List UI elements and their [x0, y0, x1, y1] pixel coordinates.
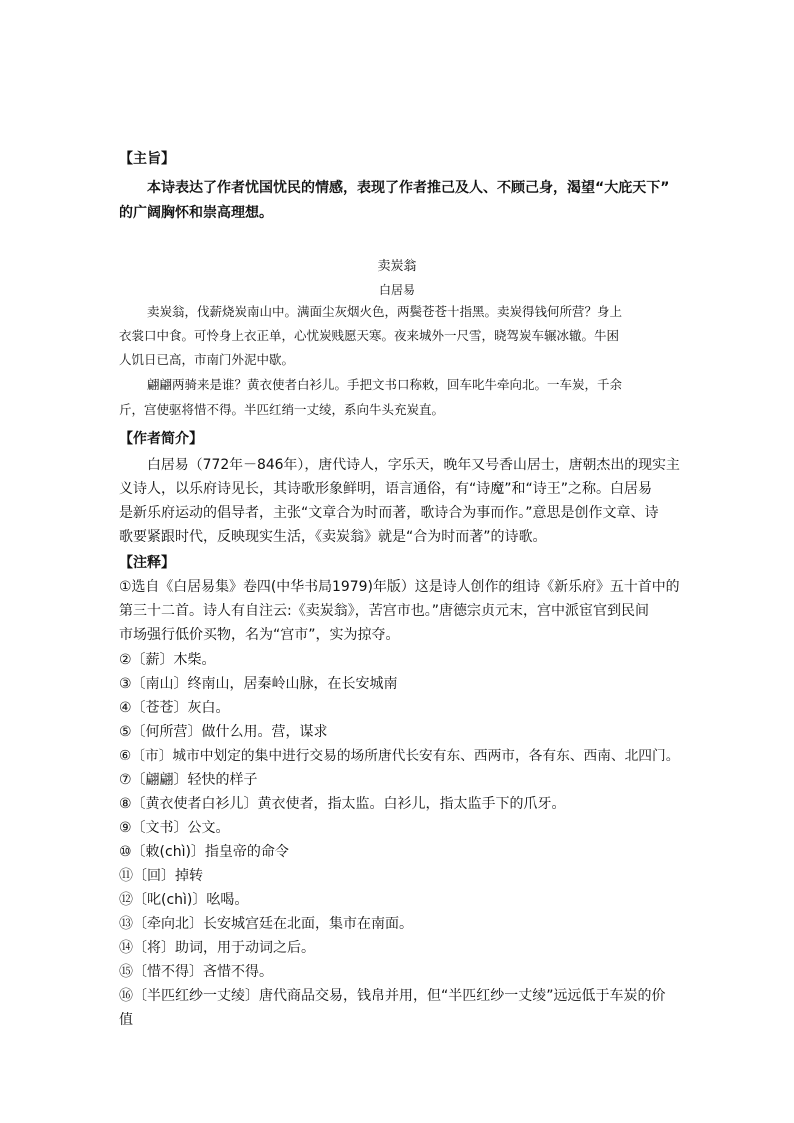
- note-line: ④〔苍苍〕灰白。: [119, 700, 230, 716]
- note-line: ⑯〔半匹红纱一丈绫〕唐代商品交易，钱帛并用，但“半匹红纱一丈绫”远远低于车炭的价: [119, 988, 666, 1004]
- note-line: ⑫〔叱(chì)〕吆喝。: [119, 892, 249, 908]
- author-intro-line: 白居易（772年－846年），唐代诗人，字乐天，晚年又号香山居士，唐朝杰出的现实主: [147, 457, 680, 473]
- poem-line: 卖炭翁，伐薪烧炭南山中。满面尘灰烟火色，两鬓苍苍十指黑。卖炭得钱何所营？身上: [147, 304, 623, 319]
- theme-line-2: 的广阔胸怀和崇高理想。: [119, 205, 273, 221]
- author-intro-heading: 【作者简介】: [119, 431, 203, 447]
- author-intro-line: 义诗人，以乐府诗见长，其诗歌形象鲜明，语言通俗，有“诗魔”和“诗王”之称。白居易: [119, 481, 653, 497]
- note-line: ⑮〔惜不得〕吝惜不得。: [119, 964, 273, 980]
- note-line: ⑭〔将〕助词，用于动词之后。: [119, 940, 315, 956]
- note-line: ①选自《白居易集》卷四(中华书局1979)年版）这是诗人创作的组诗《新乐府》五十首中的: [119, 579, 680, 595]
- note-line: ⑪〔回〕掉转: [119, 868, 203, 884]
- poem-line: 人饥日已高，市南门外泥中歇。: [119, 352, 295, 367]
- note-line: ⑦〔翩翩〕轻快的样子: [119, 772, 258, 788]
- note-line: ⑤〔何所营〕做什么用。营，谋求: [119, 724, 328, 740]
- author-intro-line: 歌要紧跟时代，反映现实生活，《卖炭翁》就是“合为时而著”的诗歌。: [119, 529, 547, 545]
- note-line: ⑨〔文书〕公文。: [119, 820, 230, 836]
- note-line: 第三十二首。诗人有自注云:《卖炭翁》，苦宫市也。”唐德宗贞元末，宫中派宦官到民间: [119, 603, 649, 619]
- note-line: ③〔南山〕终南山，居秦岭山脉，在长安城南: [119, 676, 398, 692]
- author-intro-line: 是新乐府运动的倡导者，主张“文章合为时而著，歌诗合为事而作。”意思是创作文章、诗: [119, 505, 659, 521]
- note-line: 市场强行低价买物，名为“宫市”，实为掠夺。: [119, 627, 400, 643]
- theme-heading: 【主旨】: [119, 151, 175, 167]
- poem-line: 衣裳口中食。可怜身上衣正单，心忧炭贱愿天寒。夜来城外一尺雪，晓驾炭车辗冰辙。牛困: [119, 328, 620, 343]
- note-line: ⑧〔黄衣使者白衫儿〕黄衣使者，指太监。白衫儿，指太监手下的爪牙。: [119, 796, 566, 812]
- note-line: ⑥〔市〕城市中划定的集中进行交易的场所唐代长安有东、西两市，各有东、西南、北四门。: [119, 748, 680, 764]
- theme-line-1: 本诗表达了作者忧国忧民的情感，表现了作者推己及人、不顾己身，渴望“大庇天下”: [147, 180, 670, 196]
- note-line: 值: [119, 1012, 133, 1028]
- poem-line: 翩翩两骑来是谁？黄衣使者白衫儿。手把文书口称敕，回车叱牛牵向北。一车炭，千余: [147, 377, 623, 392]
- poem-author: 白居易: [378, 283, 415, 297]
- poem-title: 卖炭翁: [377, 259, 417, 274]
- notes-heading: 【注释】: [119, 555, 175, 571]
- note-line: ⑩〔敕(chì)〕指皇帝的命令: [119, 844, 289, 860]
- note-line: ⑬〔牵向北〕长安城宫廷在北面，集市在南面。: [119, 916, 413, 932]
- poem-line: 斤，宫使驱将惜不得。半匹红绡一丈绫，系向牛头充炭直。: [119, 402, 445, 417]
- note-line: ②〔薪〕木柴。: [119, 652, 216, 668]
